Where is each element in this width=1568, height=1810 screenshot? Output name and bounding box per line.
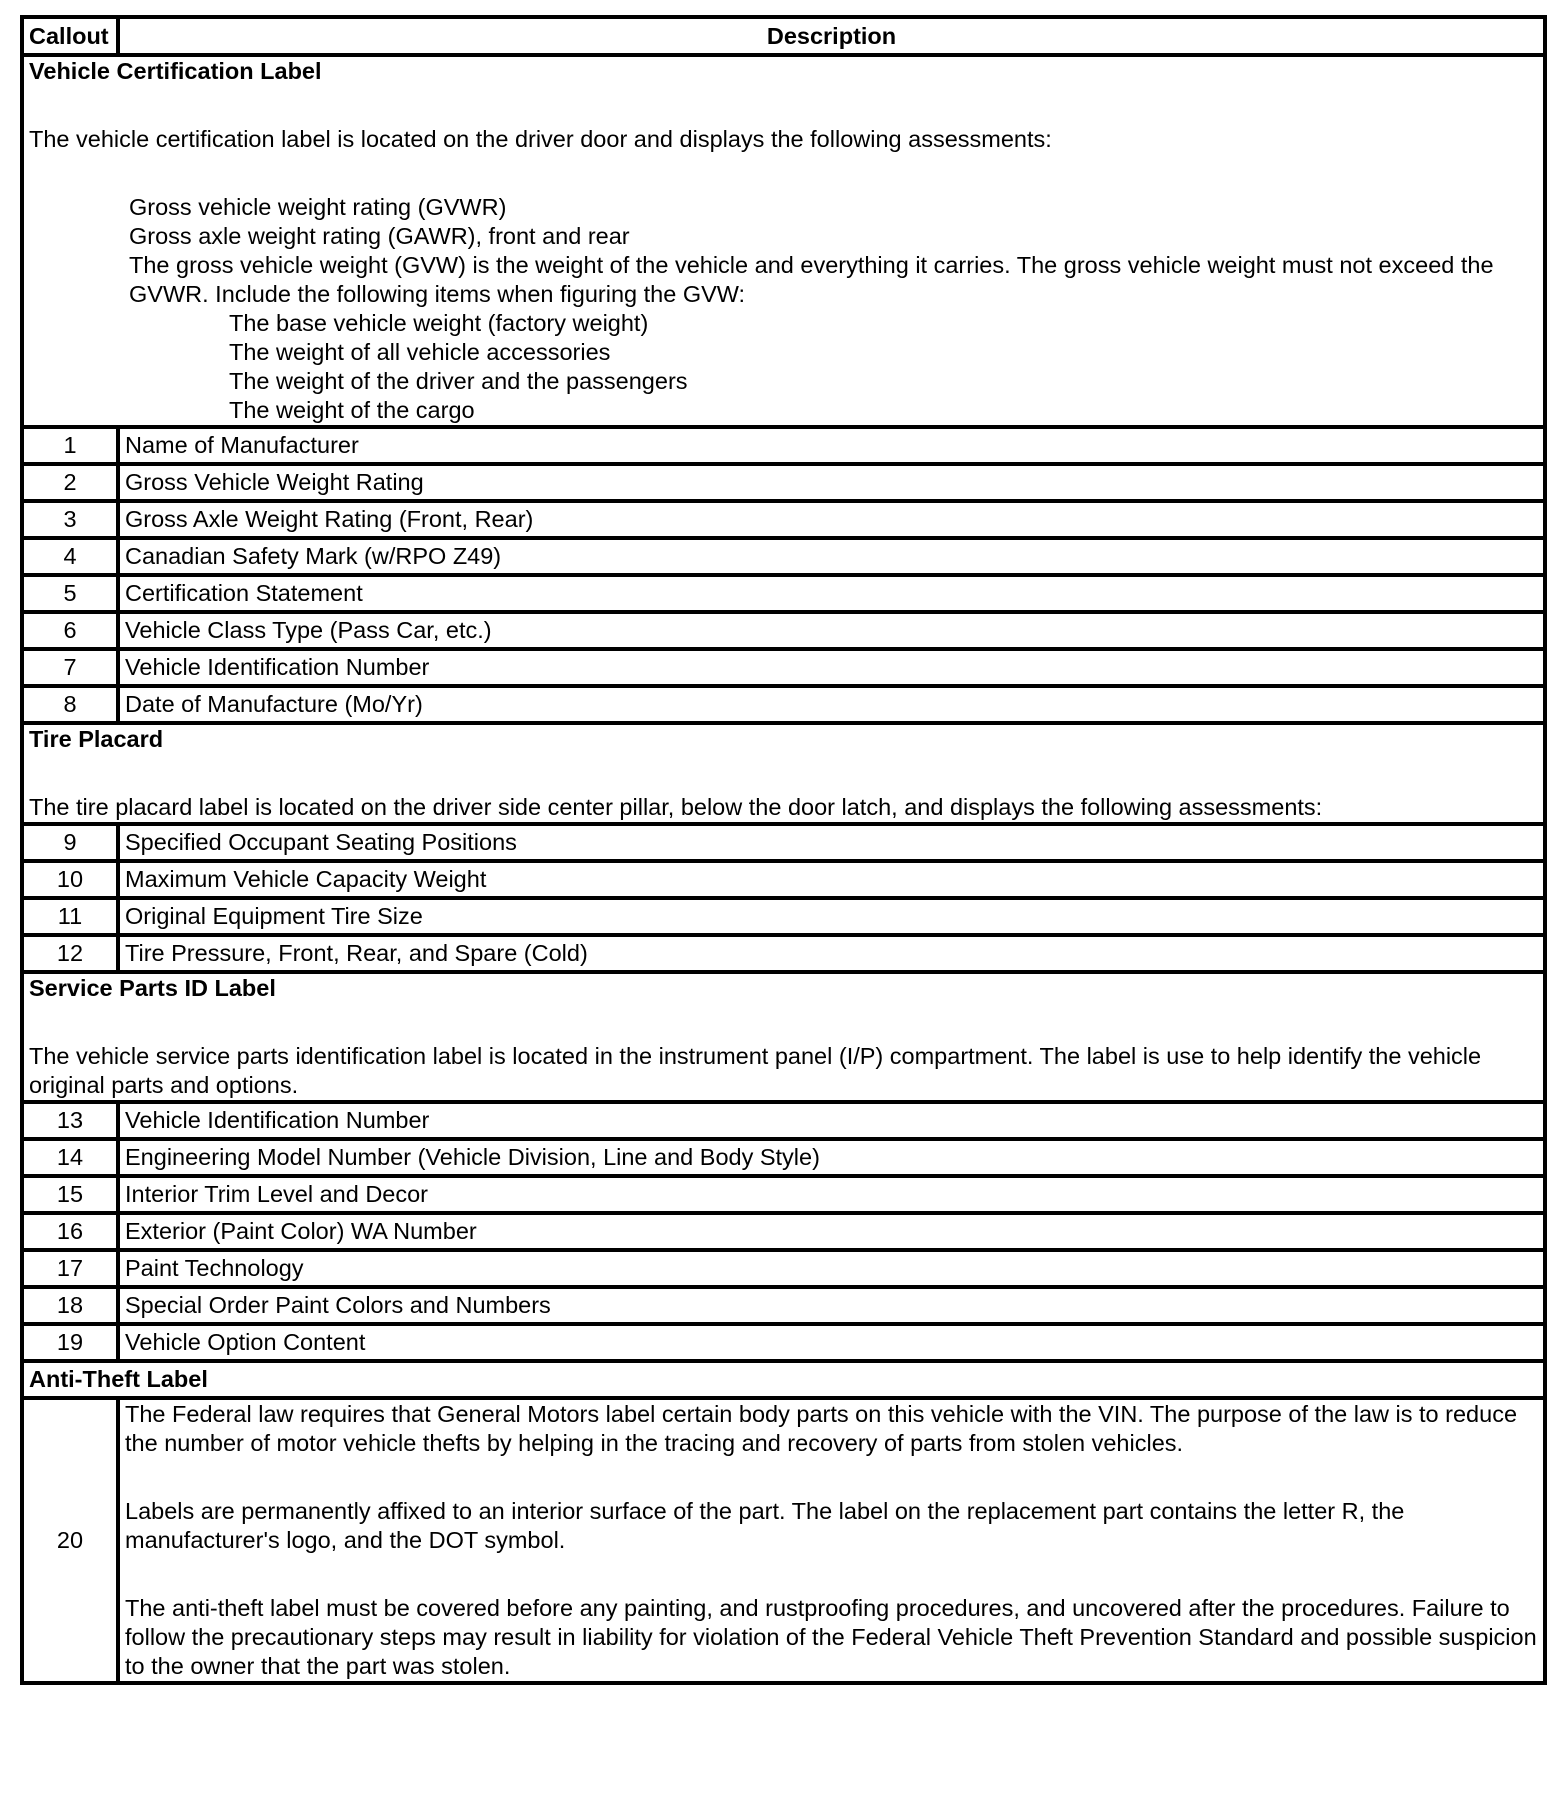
section-cell	[22, 723, 1545, 824]
callout-description: Exterior (Paint Color) WA Number	[118, 1213, 1545, 1250]
section-anti-theft	[22, 1361, 1545, 1398]
callout-description: Name of Manufacturer	[118, 427, 1545, 464]
sub-bullet-item: The weight of the cargo	[229, 397, 475, 423]
table-row	[22, 824, 1545, 861]
callout-table	[20, 15, 1547, 1685]
table-row	[22, 575, 1545, 612]
section-title: Service Parts ID Label	[29, 975, 276, 1001]
section-intro: The vehicle certification label is located on the driver door and displays the following assessments:	[29, 126, 1052, 152]
table-row	[22, 935, 1545, 972]
table-row	[22, 898, 1545, 935]
header-callout: Callout	[22, 17, 118, 55]
table-row	[22, 1176, 1545, 1213]
section-cell	[22, 972, 1545, 1102]
section-intro: The tire placard label is located on the driver side center pillar, below the door latch, and displays the following assessments:	[29, 794, 1323, 820]
callout-number: 4	[22, 538, 118, 575]
callout-number: 13	[22, 1102, 118, 1139]
callout-number: 1	[22, 427, 118, 464]
callout-number: 16	[22, 1213, 118, 1250]
section-vehicle-cert	[22, 55, 1545, 427]
section-tire-placard	[22, 723, 1545, 824]
callout-number: 10	[22, 861, 118, 898]
callout-number: 20	[22, 1398, 118, 1683]
callout-description: Paint Technology	[118, 1250, 1545, 1287]
header-row	[22, 17, 1545, 55]
section-cell	[22, 55, 1545, 427]
section-service-parts	[22, 972, 1545, 1102]
table-row	[22, 1139, 1545, 1176]
table-row	[22, 1287, 1545, 1324]
table-row	[22, 612, 1545, 649]
anti-theft-paragraph: Labels are permanently affixed to an interior surface of the part. The label on the replacement part contains the letter R, the manufacturer's logo, and the DOT symbol.	[125, 1498, 1405, 1553]
header-description: Description	[118, 17, 1545, 55]
table-row	[22, 861, 1545, 898]
callout-description: Vehicle Identification Number	[118, 649, 1545, 686]
callout-number: 8	[22, 686, 118, 723]
callout-number: 2	[22, 464, 118, 501]
callout-number: 3	[22, 501, 118, 538]
bullet-item	[29, 251, 1538, 425]
section-title: Anti-Theft Label	[22, 1361, 1545, 1398]
callout-number: 14	[22, 1139, 118, 1176]
callout-description: Specified Occupant Seating Positions	[118, 824, 1545, 861]
callout-description: Canadian Safety Mark (w/RPO Z49)	[118, 538, 1545, 575]
bullet-list	[29, 193, 1538, 425]
callout-number: 6	[22, 612, 118, 649]
callout-number: 19	[22, 1324, 118, 1361]
callout-description: Vehicle Identification Number	[118, 1102, 1545, 1139]
bullet-item: Gross vehicle weight rating (GVWR)	[129, 194, 507, 220]
table-row	[22, 464, 1545, 501]
callout-description: Date of Manufacture (Mo/Yr)	[118, 686, 1545, 723]
callout-description: Tire Pressure, Front, Rear, and Spare (Cold)	[118, 935, 1545, 972]
callout-number: 18	[22, 1287, 118, 1324]
callout-number: 9	[22, 824, 118, 861]
table-row	[22, 649, 1545, 686]
callout-description: Gross Vehicle Weight Rating	[118, 464, 1545, 501]
callout-description: Vehicle Class Type (Pass Car, etc.)	[118, 612, 1545, 649]
sub-bullet-list	[129, 309, 1538, 425]
sub-bullet-item: The weight of the driver and the passengers	[229, 368, 688, 394]
anti-theft-paragraph: The Federal law requires that General Motors label certain body parts on this vehicle with the VIN. The purpose of the law is to reduce the number of motor vehicle thefts by helping in the tracing and recovery of parts from stolen vehicles.	[125, 1401, 1518, 1456]
callout-number: 17	[22, 1250, 118, 1287]
table-row	[22, 686, 1545, 723]
table-row	[22, 427, 1545, 464]
callout-description: Vehicle Option Content	[118, 1324, 1545, 1361]
table-row	[22, 1398, 1545, 1683]
callout-number: 7	[22, 649, 118, 686]
anti-theft-description	[118, 1398, 1545, 1683]
callout-description: Interior Trim Level and Decor	[118, 1176, 1545, 1213]
table-row	[22, 1102, 1545, 1139]
table-row	[22, 501, 1545, 538]
sub-bullet-item: The weight of all vehicle accessories	[229, 339, 611, 365]
section-intro: The vehicle service parts identification label is located in the instrument panel (I/P) compartment. The label is use to help identify the vehicle original parts and options.	[29, 1043, 1482, 1098]
section-title: Tire Placard	[29, 726, 164, 752]
anti-theft-paragraph: The anti-theft label must be covered before any painting, and rustproofing procedures, and uncovered after the procedures. Failure to follow the precautionary steps may result in liability for violation of the Federal Vehicle Theft Prevention Standard and possible suspicion to the owner that the part was stolen.	[125, 1595, 1537, 1679]
table-row	[22, 1250, 1545, 1287]
sub-bullet-item: The base vehicle weight (factory weight)	[229, 310, 649, 336]
callout-number: 15	[22, 1176, 118, 1213]
callout-description: Engineering Model Number (Vehicle Division, Line and Body Style)	[118, 1139, 1545, 1176]
bullet-text: The gross vehicle weight (GVW) is the weight of the vehicle and everything it carries. The gross vehicle weight must not exceed the GVWR. Include the following items when figuring the GVW:	[129, 252, 1494, 307]
table-row	[22, 538, 1545, 575]
section-title: Vehicle Certification Label	[29, 58, 322, 84]
callout-description: Gross Axle Weight Rating (Front, Rear)	[118, 501, 1545, 538]
callout-number: 5	[22, 575, 118, 612]
callout-description: Maximum Vehicle Capacity Weight	[118, 861, 1545, 898]
table-row	[22, 1213, 1545, 1250]
callout-number: 11	[22, 898, 118, 935]
callout-description: Certification Statement	[118, 575, 1545, 612]
bullet-item: Gross axle weight rating (GAWR), front and rear	[129, 223, 630, 249]
table-row	[22, 1324, 1545, 1361]
callout-description: Original Equipment Tire Size	[118, 898, 1545, 935]
callout-description: Special Order Paint Colors and Numbers	[118, 1287, 1545, 1324]
callout-number: 12	[22, 935, 118, 972]
